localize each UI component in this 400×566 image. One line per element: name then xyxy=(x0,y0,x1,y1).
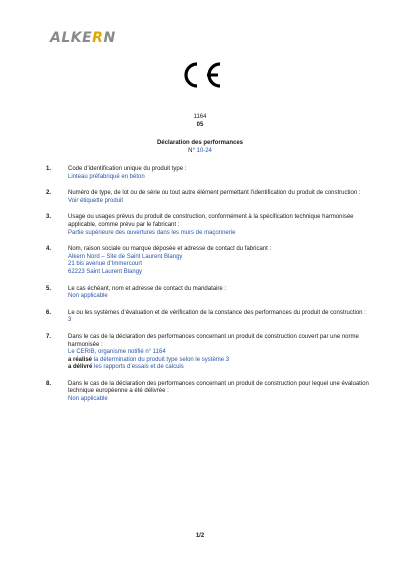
section-7 xyxy=(46,334,376,372)
section-answer: Linteau préfabriqué en béton xyxy=(68,173,145,180)
section-1 xyxy=(46,166,376,181)
manufacturer-name: Alkern Nord – Site de Saint Laurent Blangy xyxy=(68,253,183,260)
section-2 xyxy=(46,190,376,205)
alkern-logo xyxy=(50,30,116,46)
section-number: 8. xyxy=(46,380,52,387)
section-heading: Le ou les systèmes d’évaluation et de vérification de la constance des performances du produit de construction : xyxy=(68,309,366,316)
manufacturer-street: 21 bis avenue d’Immercourt xyxy=(68,261,143,268)
section-heading: Usage ou usages prévus du produit de construction, conformément à la spécification technique harmonisée applicable, comme prévu par le fabricant : xyxy=(68,214,354,228)
section-number: 3. xyxy=(46,214,52,221)
section-answer: Non applicable xyxy=(68,293,108,300)
logo-text-end: N xyxy=(103,30,116,46)
section-5 xyxy=(46,286,376,301)
section-heading: Le cas échéant, nom et adresse de contact du mandataire : xyxy=(68,285,227,292)
section-number: 2. xyxy=(46,190,52,197)
section-8 xyxy=(46,381,376,404)
section-4 xyxy=(46,246,376,276)
issued-line xyxy=(68,364,376,372)
document-reference xyxy=(0,147,400,155)
determination-line xyxy=(68,357,376,365)
logo-text-accent: R xyxy=(92,30,104,46)
section-number: 6. xyxy=(46,309,52,316)
section-heading: Dans le cas de la déclaration des performances concernant un produit de construction pour lequel une évaluation technique européenne a été délivrée : xyxy=(68,380,369,395)
section-answer: Partie supérieure des ouvertures dans les murs de maçonnerie xyxy=(68,229,236,236)
reference-label: N° xyxy=(188,148,195,154)
issued-value: les rapports d’essais et de calculs xyxy=(94,364,184,371)
determination-value: la détermination du produit type selon le système 3 xyxy=(93,356,230,363)
section-answer: Voir étiquette produit xyxy=(68,197,124,204)
section-heading: Dans le cas de la déclaration des performances concernant un produit de construction couvert par une norme harmonisée : xyxy=(68,333,359,348)
determination-verb: a réalisé xyxy=(68,356,93,363)
section-answer: Non applicable xyxy=(68,396,108,403)
section-number: 4. xyxy=(46,246,52,253)
reference-value: 10-24 xyxy=(196,148,212,154)
section-answer: 3 xyxy=(68,317,72,324)
section-number: 7. xyxy=(46,333,52,340)
section-6 xyxy=(46,310,376,325)
issued-verb: a délivré xyxy=(68,364,93,371)
section-heading: Numéro de type, de lot ou de série ou tout autre élément permettant l’identification du produit de construction : xyxy=(68,190,361,197)
notified-body: Le CERIB, organisme notifié n° 1164 xyxy=(68,349,166,356)
section-3 xyxy=(46,214,376,237)
manufacturer-city: 62223 Saint Laurent Blangy xyxy=(68,268,143,275)
declaration-sections xyxy=(46,166,376,413)
page-number: 1/2 xyxy=(195,533,205,539)
ce-marking-icon xyxy=(176,60,224,90)
section-heading: Nom, raison sociale ou marque déposée et adresse de contact du fabricant : xyxy=(68,246,272,253)
document-title: Déclaration des performances xyxy=(156,140,244,146)
logo-text-start: ALKE xyxy=(50,30,93,46)
section-heading: Code d’identification unique du produit type : xyxy=(68,166,187,172)
document-version: 05 xyxy=(196,122,204,128)
section-number: 5. xyxy=(46,285,52,292)
section-number: 1. xyxy=(46,166,52,172)
document-number: 1164 xyxy=(193,114,207,120)
